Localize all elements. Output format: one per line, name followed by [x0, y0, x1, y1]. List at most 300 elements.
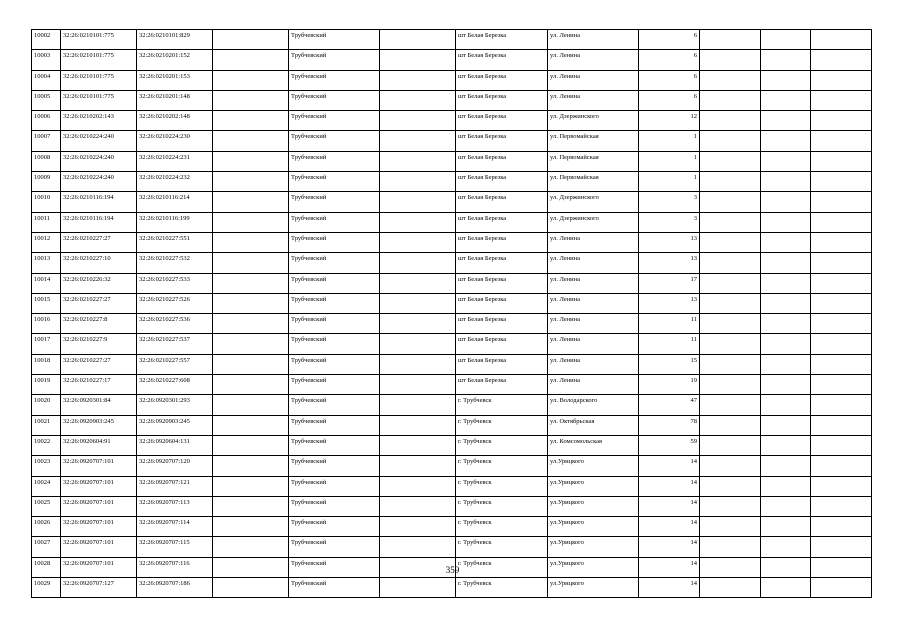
cell-cadastral-number: 32:26:0210101:829	[137, 30, 213, 50]
cell-empty	[700, 50, 761, 70]
cell-empty	[811, 456, 872, 476]
cell-empty	[700, 30, 761, 50]
table-row	[32, 192, 872, 212]
cell-street: ул. Володарского	[548, 395, 639, 415]
cell-empty	[761, 293, 811, 313]
cell-cadastral-number-parent: 32:26:0920707:101	[61, 456, 137, 476]
cell-locality: шт Белая Березка	[456, 212, 548, 232]
cell-street: ул. Ленина	[548, 90, 639, 110]
cell-locality: шт Белая Березка	[456, 293, 548, 313]
cell-empty	[700, 334, 761, 354]
cell-empty	[700, 537, 761, 557]
cell-cadastral-number-parent: 32:26:0210227:10	[61, 253, 137, 273]
cell-locality: шт Белая Березка	[456, 354, 548, 374]
cell-house-number: 15	[639, 354, 700, 374]
cell-district: Трубчевский	[289, 90, 380, 110]
cell-empty	[213, 517, 289, 537]
cell-empty	[700, 172, 761, 192]
cell-empty	[761, 435, 811, 455]
cell-district: Трубчевский	[289, 273, 380, 293]
cell-empty	[700, 111, 761, 131]
cell-empty	[213, 151, 289, 171]
cell-locality: г. Трубчевск	[456, 395, 548, 415]
cell-cadastral-number-parent: 32:26:0210101:775	[61, 90, 137, 110]
cell-empty	[811, 517, 872, 537]
cell-house-number: 14	[639, 557, 700, 577]
cell-house-number: 14	[639, 496, 700, 516]
cell-district: Трубчевский	[289, 50, 380, 70]
cell-cadastral-number: 32:26:0920604:131	[137, 435, 213, 455]
table-row	[32, 293, 872, 313]
cell-house-number: 6	[639, 90, 700, 110]
cell-empty	[811, 578, 872, 598]
cell-empty	[213, 314, 289, 334]
cell-locality: шт Белая Березка	[456, 111, 548, 131]
cell-empty	[811, 435, 872, 455]
cell-empty	[380, 172, 456, 192]
cell-empty	[811, 212, 872, 232]
table-body	[32, 30, 872, 598]
cell-empty	[811, 151, 872, 171]
cell-record-number: 10007	[32, 131, 61, 151]
table-row	[32, 517, 872, 537]
cell-street: ул.Урицкого	[548, 496, 639, 516]
cell-empty	[213, 253, 289, 273]
cell-street: ул. Ленина	[548, 30, 639, 50]
cell-empty	[213, 172, 289, 192]
cell-empty	[700, 395, 761, 415]
cell-record-number: 10029	[32, 578, 61, 598]
cell-record-number: 10012	[32, 232, 61, 252]
cell-empty	[761, 253, 811, 273]
cell-cadastral-number-parent: 32:26:0920604:91	[61, 435, 137, 455]
cell-empty	[380, 70, 456, 90]
cell-cadastral-number-parent: 32:26:0210101:775	[61, 70, 137, 90]
cell-district: Трубчевский	[289, 415, 380, 435]
cell-empty	[213, 90, 289, 110]
cell-empty	[761, 212, 811, 232]
cell-district: Трубчевский	[289, 293, 380, 313]
table-row	[32, 232, 872, 252]
cell-district: Трубчевский	[289, 354, 380, 374]
cell-locality: шт Белая Березка	[456, 50, 548, 70]
cell-empty	[811, 90, 872, 110]
cell-cadastral-number: 32:26:0210227:557	[137, 354, 213, 374]
cell-cadastral-number-parent: 32:26:0920707:127	[61, 578, 137, 598]
cell-empty	[811, 232, 872, 252]
table-row	[32, 90, 872, 110]
cell-empty	[761, 111, 811, 131]
cell-street: ул. Ленина	[548, 50, 639, 70]
cell-empty	[213, 415, 289, 435]
cell-district: Трубчевский	[289, 456, 380, 476]
cell-district: Трубчевский	[289, 172, 380, 192]
cell-record-number: 10021	[32, 415, 61, 435]
cell-cadastral-number-parent: 32:26:0210116:194	[61, 192, 137, 212]
cell-empty	[761, 192, 811, 212]
cell-cadastral-number: 32:26:0210227:532	[137, 253, 213, 273]
cell-empty	[380, 111, 456, 131]
cell-empty	[380, 578, 456, 598]
cell-district: Трубчевский	[289, 375, 380, 395]
cell-record-number: 10010	[32, 192, 61, 212]
cell-empty	[380, 476, 456, 496]
table-row	[32, 273, 872, 293]
cell-district: Трубчевский	[289, 253, 380, 273]
cell-empty	[700, 578, 761, 598]
cell-district: Трубчевский	[289, 232, 380, 252]
cell-record-number: 10027	[32, 537, 61, 557]
table-row	[32, 354, 872, 374]
cell-empty	[380, 354, 456, 374]
cell-empty	[700, 476, 761, 496]
cell-empty	[213, 476, 289, 496]
cell-cadastral-number-parent: 32:26:0210227:17	[61, 375, 137, 395]
cell-cadastral-number-parent: 32:26:0920707:101	[61, 537, 137, 557]
cell-empty	[811, 314, 872, 334]
cell-cadastral-number-parent: 32:26:0920707:101	[61, 496, 137, 516]
cell-empty	[380, 90, 456, 110]
cell-record-number: 10011	[32, 212, 61, 232]
cell-empty	[700, 192, 761, 212]
cell-cadastral-number: 32:26:0210227:533	[137, 273, 213, 293]
cell-house-number: 1	[639, 131, 700, 151]
cell-house-number: 17	[639, 273, 700, 293]
table-row	[32, 131, 872, 151]
cell-locality: г. Трубчевск	[456, 496, 548, 516]
cell-record-number: 10025	[32, 496, 61, 516]
cell-cadastral-number: 32:26:0920707:115	[137, 537, 213, 557]
cell-empty	[761, 395, 811, 415]
cell-district: Трубчевский	[289, 537, 380, 557]
table-row	[32, 375, 872, 395]
cell-locality: г. Трубчевск	[456, 456, 548, 476]
cell-record-number: 10016	[32, 314, 61, 334]
table-row	[32, 172, 872, 192]
cell-house-number: 11	[639, 314, 700, 334]
cell-record-number: 10009	[32, 172, 61, 192]
table-row	[32, 496, 872, 516]
cell-empty	[811, 50, 872, 70]
cell-house-number: 14	[639, 578, 700, 598]
cell-cadastral-number-parent: 32:26:0210101:775	[61, 30, 137, 50]
cell-locality: шт Белая Березка	[456, 375, 548, 395]
cell-empty	[380, 192, 456, 212]
cell-cadastral-number-parent: 32:26:0210227:27	[61, 293, 137, 313]
cell-empty	[761, 30, 811, 50]
cell-cadastral-number: 32:26:0210116:214	[137, 192, 213, 212]
cell-record-number: 10013	[32, 253, 61, 273]
table-row	[32, 537, 872, 557]
cell-empty	[761, 90, 811, 110]
cell-empty	[761, 537, 811, 557]
cell-district: Трубчевский	[289, 131, 380, 151]
cell-empty	[213, 334, 289, 354]
cell-cadastral-number-parent: 32:26:0210224:240	[61, 151, 137, 171]
cell-empty	[380, 435, 456, 455]
cell-empty	[700, 435, 761, 455]
cell-locality: шт Белая Березка	[456, 253, 548, 273]
cell-empty	[811, 293, 872, 313]
cell-empty	[811, 30, 872, 50]
cell-empty	[761, 476, 811, 496]
cell-street: ул. Первомайская	[548, 131, 639, 151]
cell-cadastral-number: 32:26:0920707:113	[137, 496, 213, 516]
cell-empty	[213, 496, 289, 516]
cell-locality: шт Белая Березка	[456, 151, 548, 171]
cell-empty	[380, 273, 456, 293]
cell-empty	[213, 456, 289, 476]
cell-empty	[700, 354, 761, 374]
cell-empty	[213, 212, 289, 232]
cell-empty	[761, 375, 811, 395]
page-number: 359	[445, 565, 460, 575]
cell-empty	[761, 334, 811, 354]
cell-street: ул. Комсомольская	[548, 435, 639, 455]
cell-empty	[700, 456, 761, 476]
cell-empty	[213, 578, 289, 598]
cell-street: ул. Ленина	[548, 334, 639, 354]
cell-empty	[213, 50, 289, 70]
cell-house-number: 13	[639, 293, 700, 313]
cell-house-number: 6	[639, 70, 700, 90]
cell-house-number: 14	[639, 537, 700, 557]
cell-cadastral-number: 32:26:0210224:230	[137, 131, 213, 151]
cell-empty	[700, 131, 761, 151]
cell-record-number: 10008	[32, 151, 61, 171]
cell-cadastral-number-parent: 32:26:0210227:27	[61, 354, 137, 374]
cell-empty	[700, 314, 761, 334]
cell-cadastral-number: 32:26:0210227:551	[137, 232, 213, 252]
cell-cadastral-number-parent: 32:26:0920301:84	[61, 395, 137, 415]
cell-cadastral-number-parent: 32:26:0920707:101	[61, 517, 137, 537]
cell-empty	[761, 151, 811, 171]
cell-empty	[213, 435, 289, 455]
cell-district: Трубчевский	[289, 578, 380, 598]
table-row	[32, 30, 872, 50]
cell-record-number: 10020	[32, 395, 61, 415]
cell-empty	[380, 375, 456, 395]
cell-record-number: 10006	[32, 111, 61, 131]
table-row	[32, 395, 872, 415]
table-row	[32, 435, 872, 455]
table-row	[32, 253, 872, 273]
cell-empty	[213, 192, 289, 212]
cell-cadastral-number: 32:26:0210224:232	[137, 172, 213, 192]
cell-house-number: 3	[639, 192, 700, 212]
cell-empty	[213, 375, 289, 395]
table-row	[32, 50, 872, 70]
cell-locality: шт Белая Березка	[456, 70, 548, 90]
cell-empty	[761, 354, 811, 374]
cell-locality: г. Трубчевск	[456, 537, 548, 557]
cell-cadastral-number: 32:26:0920707:116	[137, 557, 213, 577]
cell-empty	[213, 232, 289, 252]
cell-cadastral-number: 32:26:0210202:148	[137, 111, 213, 131]
cell-street: ул. Первомайская	[548, 172, 639, 192]
cell-empty	[213, 70, 289, 90]
cell-record-number: 10017	[32, 334, 61, 354]
cell-empty	[700, 375, 761, 395]
cell-empty	[811, 253, 872, 273]
cell-empty	[811, 131, 872, 151]
cell-cadastral-number: 32:26:0210201:148	[137, 90, 213, 110]
cell-house-number: 14	[639, 476, 700, 496]
cell-empty	[811, 111, 872, 131]
cell-district: Трубчевский	[289, 496, 380, 516]
cell-empty	[700, 273, 761, 293]
cell-empty	[811, 395, 872, 415]
cell-empty	[811, 415, 872, 435]
cell-cadastral-number-parent: 32:26:0210224:240	[61, 172, 137, 192]
cell-cadastral-number-parent: 32:26:0210227:27	[61, 232, 137, 252]
cell-district: Трубчевский	[289, 192, 380, 212]
cell-empty	[380, 30, 456, 50]
cell-street: ул.Урицкого	[548, 476, 639, 496]
cell-street: ул. Дзержинского	[548, 192, 639, 212]
cell-house-number: 59	[639, 435, 700, 455]
cell-empty	[761, 273, 811, 293]
cell-empty	[380, 395, 456, 415]
cell-cadastral-number: 32:26:0920903:245	[137, 415, 213, 435]
cell-empty	[380, 334, 456, 354]
cell-street: ул.Урицкого	[548, 517, 639, 537]
cell-house-number: 6	[639, 50, 700, 70]
cell-record-number: 10005	[32, 90, 61, 110]
cell-cadastral-number: 32:26:0210201:152	[137, 50, 213, 70]
cell-empty	[761, 172, 811, 192]
cell-cadastral-number: 32:26:0920707:120	[137, 456, 213, 476]
cell-locality: шт Белая Березка	[456, 334, 548, 354]
cell-locality: шт Белая Березка	[456, 273, 548, 293]
cell-record-number: 10023	[32, 456, 61, 476]
cell-cadastral-number-parent: 32:26:0210227:8	[61, 314, 137, 334]
cell-cadastral-number: 32:26:0210116:199	[137, 212, 213, 232]
cell-cadastral-number: 32:26:0920707:121	[137, 476, 213, 496]
table-row	[32, 334, 872, 354]
cell-district: Трубчевский	[289, 557, 380, 577]
cell-house-number: 1	[639, 151, 700, 171]
cell-street: ул. Дзержинского	[548, 111, 639, 131]
cell-locality: г. Трубчевск	[456, 517, 548, 537]
cell-empty	[700, 90, 761, 110]
cell-house-number: 13	[639, 253, 700, 273]
cell-cadastral-number-parent: 32:26:0210116:194	[61, 212, 137, 232]
register-table	[31, 29, 872, 598]
cell-house-number: 6	[639, 30, 700, 50]
cell-street: ул. Ленина	[548, 232, 639, 252]
cell-empty	[700, 415, 761, 435]
cell-record-number: 10014	[32, 273, 61, 293]
cell-empty	[811, 192, 872, 212]
cell-locality: шт Белая Березка	[456, 90, 548, 110]
cell-cadastral-number-parent: 32:26:0920707:101	[61, 557, 137, 577]
cell-district: Трубчевский	[289, 517, 380, 537]
cell-district: Трубчевский	[289, 334, 380, 354]
cell-street: ул.Урицкого	[548, 578, 639, 598]
cell-empty	[700, 293, 761, 313]
cell-empty	[380, 50, 456, 70]
cell-locality: шт Белая Березка	[456, 192, 548, 212]
cell-record-number: 10018	[32, 354, 61, 374]
cell-district: Трубчевский	[289, 212, 380, 232]
cell-empty	[380, 314, 456, 334]
cell-house-number: 47	[639, 395, 700, 415]
cell-empty	[811, 354, 872, 374]
cell-empty	[380, 517, 456, 537]
cell-locality: г. Трубчевск	[456, 476, 548, 496]
cell-empty	[700, 253, 761, 273]
cell-empty	[761, 578, 811, 598]
table-row	[32, 212, 872, 232]
cell-locality: шт Белая Березка	[456, 131, 548, 151]
cell-empty	[213, 395, 289, 415]
cell-street: ул.Урицкого	[548, 537, 639, 557]
cell-cadastral-number: 32:26:0210227:526	[137, 293, 213, 313]
cell-locality: г. Трубчевск	[456, 435, 548, 455]
cell-street: ул. Ленина	[548, 253, 639, 273]
cell-empty	[380, 212, 456, 232]
cell-empty	[213, 537, 289, 557]
table-row	[32, 111, 872, 131]
table-row	[32, 578, 872, 598]
cell-empty	[380, 415, 456, 435]
cell-street: ул. Ленина	[548, 354, 639, 374]
cell-cadastral-number: 32:26:0920707:186	[137, 578, 213, 598]
cell-empty	[380, 253, 456, 273]
cell-house-number: 14	[639, 517, 700, 537]
cell-cadastral-number: 32:26:0210227:537	[137, 334, 213, 354]
cell-record-number: 10015	[32, 293, 61, 313]
cell-street: ул. Ленина	[548, 293, 639, 313]
cell-empty	[380, 151, 456, 171]
cell-locality: шт Белая Березка	[456, 232, 548, 252]
cell-empty	[761, 70, 811, 90]
cell-street: ул. Ленина	[548, 273, 639, 293]
cell-empty	[380, 537, 456, 557]
cell-empty	[811, 172, 872, 192]
cell-empty	[700, 517, 761, 537]
cell-cadastral-number-parent: 32:26:0210101:775	[61, 50, 137, 70]
cell-empty	[700, 151, 761, 171]
cell-street: ул.Урицкого	[548, 456, 639, 476]
cell-empty	[213, 30, 289, 50]
cell-empty	[761, 131, 811, 151]
cell-empty	[213, 293, 289, 313]
cell-street: ул. Первомайская	[548, 151, 639, 171]
cell-empty	[811, 537, 872, 557]
cell-district: Трубчевский	[289, 151, 380, 171]
cell-empty	[380, 456, 456, 476]
table-row	[32, 314, 872, 334]
table-row	[32, 151, 872, 171]
cell-cadastral-number: 32:26:0210227:608	[137, 375, 213, 395]
cell-district: Трубчевский	[289, 30, 380, 50]
cell-cadastral-number-parent: 32:26:0210226:32	[61, 273, 137, 293]
cell-cadastral-number: 32:26:0210224:231	[137, 151, 213, 171]
cell-street: ул. Ленина	[548, 70, 639, 90]
cell-cadastral-number-parent: 32:26:0210224:240	[61, 131, 137, 151]
cell-district: Трубчевский	[289, 314, 380, 334]
cell-locality: шт Белая Березка	[456, 30, 548, 50]
table-row	[32, 456, 872, 476]
cell-district: Трубчевский	[289, 395, 380, 415]
cell-empty	[213, 111, 289, 131]
cell-house-number: 13	[639, 232, 700, 252]
cell-cadastral-number: 32:26:0920301:293	[137, 395, 213, 415]
cell-street: ул. Октябрьская	[548, 415, 639, 435]
cell-locality: г. Трубчевск	[456, 578, 548, 598]
